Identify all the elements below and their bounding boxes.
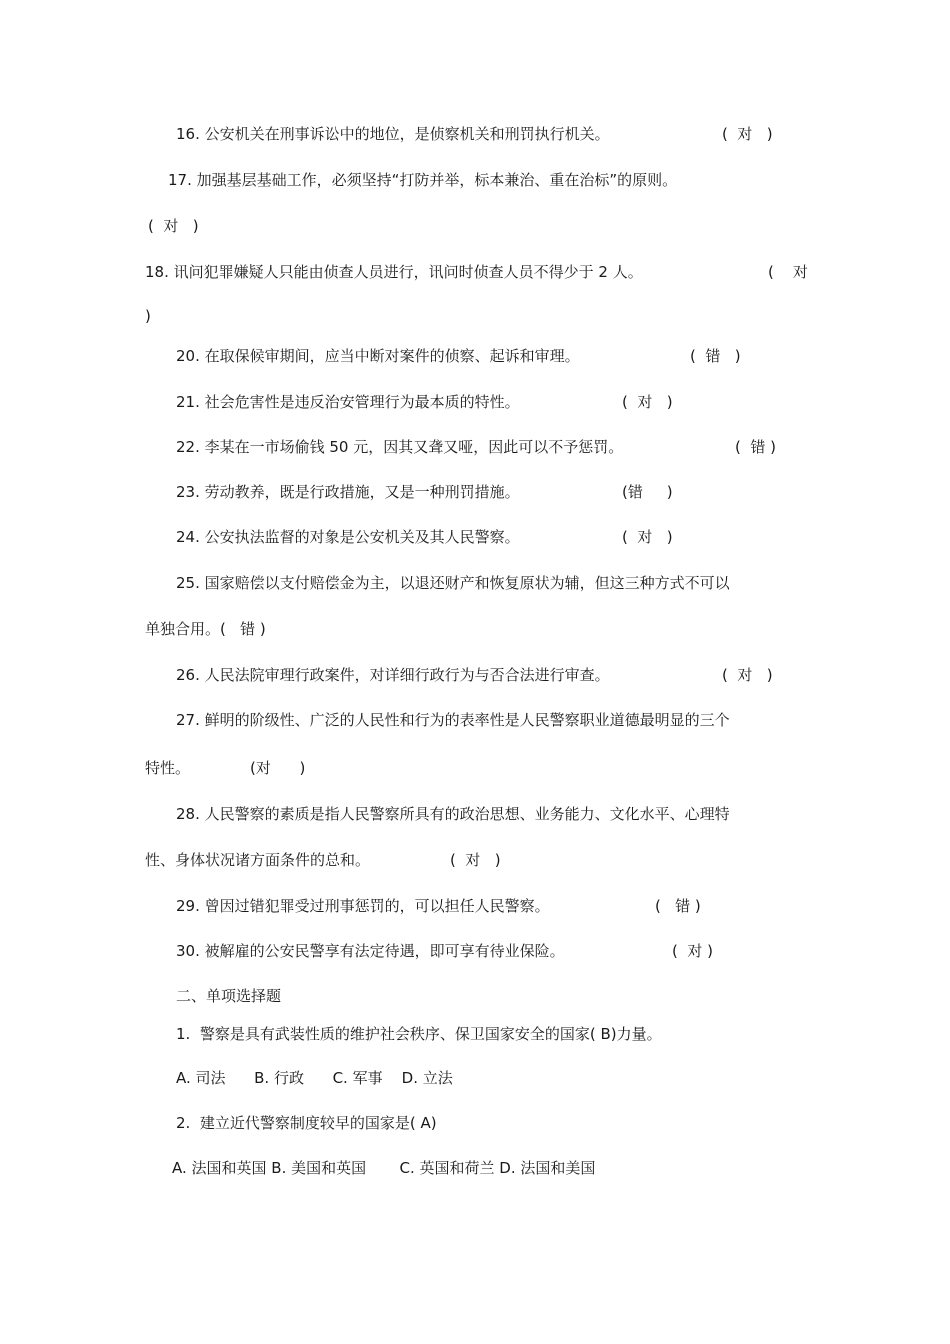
question-27-cont: 特性。 [145,759,191,777]
answer-16: ( 对 ) [722,125,773,143]
mc-options-1: A. 司法 B. 行政 C. 军事 D. 立法 [176,1069,453,1087]
question-27: 27. 鲜明的阶级性、广泛的人民性和行为的表率性是人民警察职业道德最明显的三个 [176,711,730,729]
question-28-cont: 性、身体状况诸方面条件的总和。 [145,851,371,869]
question-25: 25. 国家赔偿以支付赔偿金为主，以退还财产和恢复原状为辅，但这三种方式不可以 [176,574,730,592]
question-22: 22. 李某在一市场偷钱 50 元，因其又聋又哑，因此可以不予惩罚。 [176,438,624,456]
mc-question-2: 2. 建立近代警察制度较早的国家是( A) [176,1114,437,1132]
answer-18-close: ) [145,307,151,325]
answer-17: ( 对 ) [148,217,199,235]
question-20: 20. 在取保候审期间，应当中断对案件的侦察、起诉和审理。 [176,347,580,365]
section-heading: 二、单项选择题 [176,987,282,1005]
question-28: 28. 人民警察的素质是指人民警察所具有的政治思想、业务能力、文化水平、心理特 [176,805,730,823]
mc-options-2: A. 法国和英国 B. 美国和英国 C. 英国和荷兰 D. 法国和美国 [172,1159,596,1177]
answer-23: (错 ) [622,483,673,501]
question-24: 24. 公安执法监督的对象是公安机关及其人民警察。 [176,528,520,546]
question-17: 17. 加强基层基础工作，必须坚持“打防并举，标本兼治、重在治标”的原则。 [168,171,678,189]
question-30: 30. 被解雇的公安民警享有法定待遇，即可享有待业保险。 [176,942,565,960]
question-21: 21. 社会危害性是违反治安管理行为最本质的特性。 [176,393,520,411]
question-29: 29. 曾因过错犯罪受过刑事惩罚的，可以担任人民警察。 [176,897,550,915]
answer-24: ( 对 ) [622,528,673,546]
answer-26: ( 对 ) [722,666,773,684]
answer-30: ( 对 ) [672,942,714,960]
question-18: 18. 讯问犯罪嫌疑人只能由侦查人员进行，讯问时侦查人员不得少于 2 人。 [145,263,643,281]
answer-27: (对 ) [250,759,306,777]
answer-22: ( 错 ) [735,438,777,456]
answer-29: ( 错 ) [655,897,701,915]
answer-18-open: ( 对 [768,263,808,281]
question-16: 16. 公安机关在刑事诉讼中的地位，是侦察机关和刑罚执行机关。 [176,125,610,143]
answer-28: ( 对 ) [450,851,501,869]
answer-21: ( 对 ) [622,393,673,411]
mc-question-1: 1. 警察是具有武装性质的维护社会秩序、保卫国家安全的国家( B)力量。 [176,1025,662,1043]
question-23: 23. 劳动教养，既是行政措施，又是一种刑罚措施。 [176,483,520,501]
question-26: 26. 人民法院审理行政案件，对详细行政行为与否合法进行审查。 [176,666,610,684]
question-25-cont: 单独合用。( 错 ) [145,620,266,638]
answer-20: ( 错 ) [690,347,741,365]
